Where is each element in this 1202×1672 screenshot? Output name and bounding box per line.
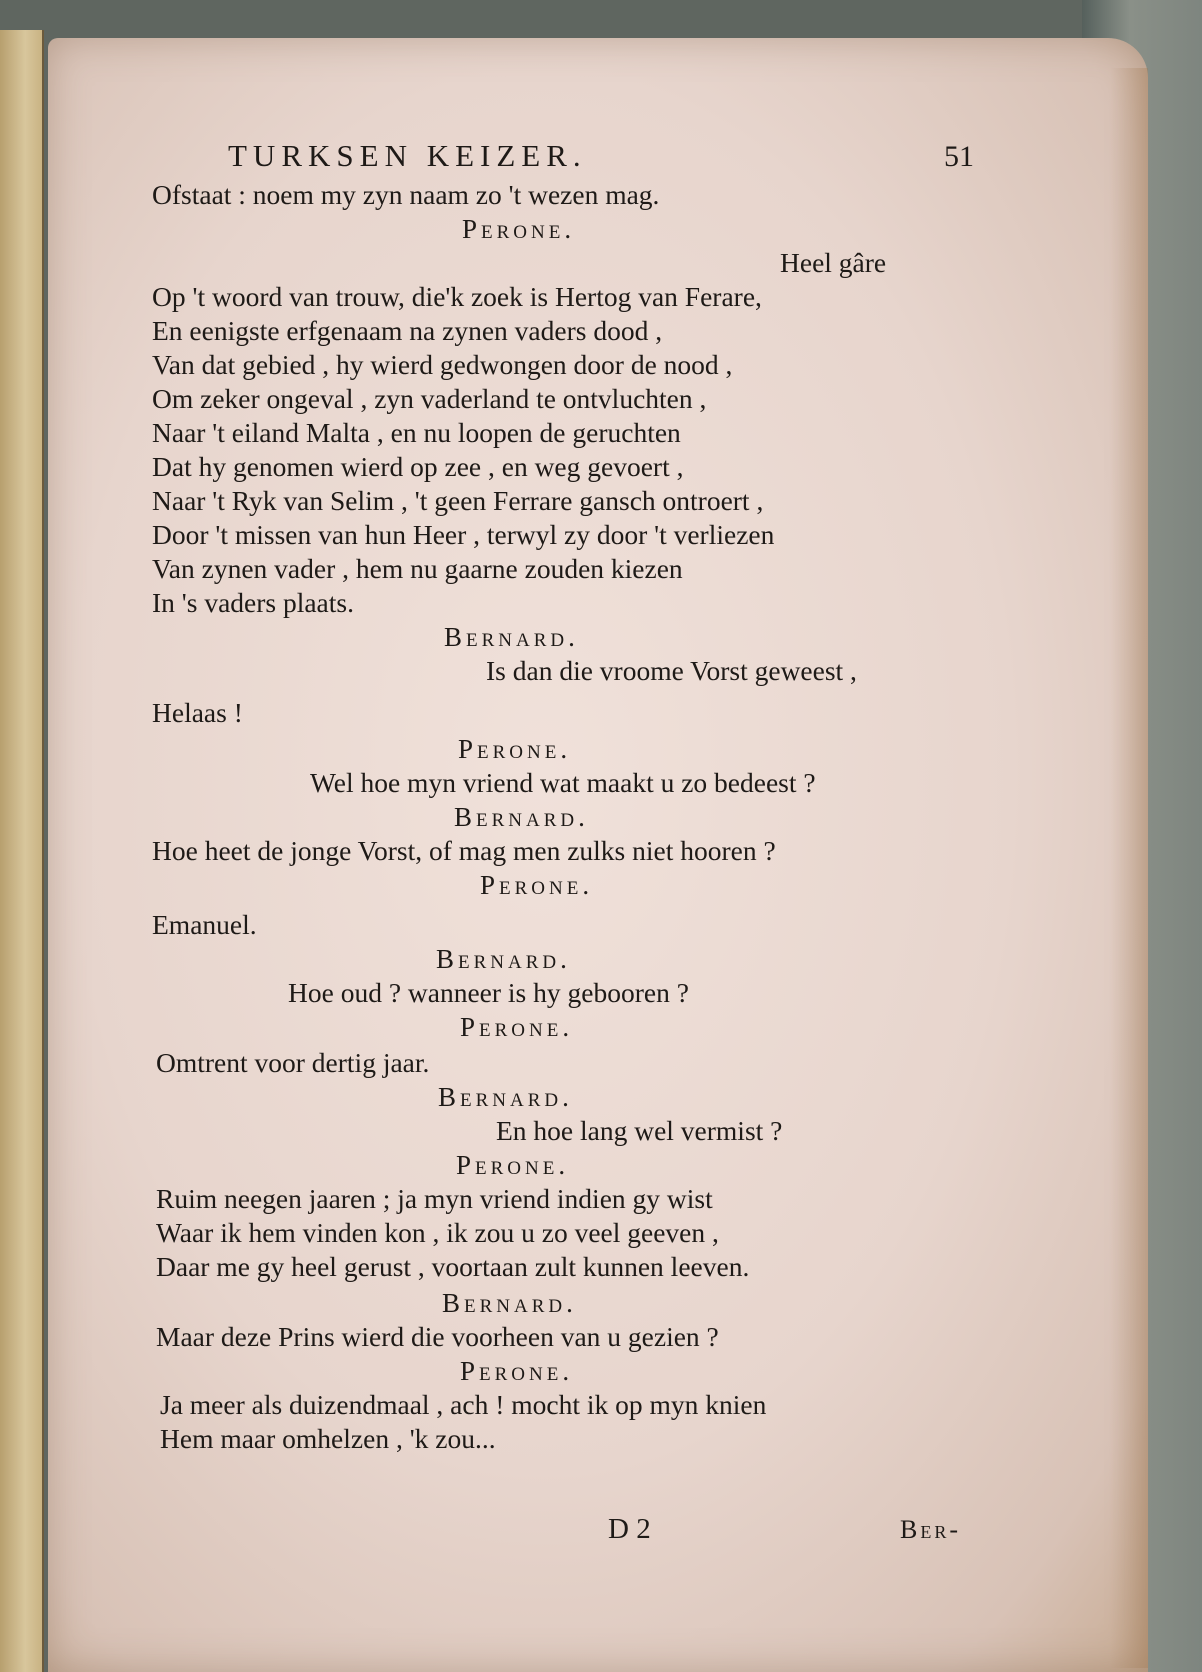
text-line: Om zeker ongeval , zyn vaderland te ontvluchten , xyxy=(152,383,707,414)
text-line: Waar ik hem vinden kon , ik zou u zo veel geeven , xyxy=(156,1217,719,1248)
text-line: Emanuel. xyxy=(152,909,257,940)
speaker-label: Perone. xyxy=(456,1150,570,1180)
text-line: Hoe oud ? wanneer is hy gebooren ? xyxy=(288,977,689,1008)
speaker-label: Bernard. xyxy=(454,802,589,832)
text-line: Door 't missen van hun Heer , terwyl zy door 't verliezen xyxy=(152,519,775,550)
text-line: Naar 't Ryk van Selim , 't geen Ferrare gansch ontroert , xyxy=(152,485,764,516)
page-number: 51 xyxy=(944,140,974,173)
speaker-label: Perone. xyxy=(462,214,576,244)
text-line: Wel hoe myn vriend wat maakt u zo bedeest ? xyxy=(310,767,816,798)
text-line: Naar 't eiland Malta , en nu loopen de geruchten xyxy=(152,417,681,448)
page-edge-shadow xyxy=(1110,68,1148,1668)
text-line: Is dan die vroome Vorst geweest , xyxy=(486,655,857,686)
speaker-label: Perone. xyxy=(458,734,572,764)
text-line: Helaas ! xyxy=(152,697,243,728)
signature-mark: D 2 xyxy=(608,1513,651,1545)
speaker-label: Bernard. xyxy=(438,1082,573,1112)
text-line: Hem maar omhelzen , 'k zou... xyxy=(160,1423,496,1454)
text-line: Ruim neegen jaaren ; ja myn vriend indien gy wist xyxy=(156,1183,713,1214)
speaker-label: Bernard. xyxy=(444,622,579,652)
text-line: Omtrent voor dertig jaar. xyxy=(156,1047,430,1078)
speaker-label: Bernard. xyxy=(436,944,571,974)
text-line: Hoe heet de jonge Vorst, of mag men zulks niet hooren ? xyxy=(152,835,776,866)
text-line: Maar deze Prins wierd die voorheen van u gezien ? xyxy=(156,1321,719,1352)
speaker-label: Perone. xyxy=(480,870,594,900)
speaker-label: Perone. xyxy=(460,1012,574,1042)
text-line: En hoe lang wel vermist ? xyxy=(496,1115,783,1146)
text-line: Van dat gebied , hy wierd gedwongen door de nood , xyxy=(152,349,733,380)
text-line: Ja meer als duizendmaal , ach ! mocht ik op myn knien xyxy=(160,1389,767,1420)
text-line: Dat hy genomen wierd op zee , en weg gevoert , xyxy=(152,451,684,482)
text-line: Ofstaat : noem my zyn naam zo 't wezen mag. xyxy=(152,179,660,210)
text-line: Heel gâre xyxy=(780,247,887,278)
text-line: En eenigste erfgenaam na zynen vaders dood , xyxy=(152,315,663,346)
text-line: In 's vaders plaats. xyxy=(152,587,354,618)
text-line: Daar me gy heel gerust , voortaan zult kunnen leeven. xyxy=(156,1251,750,1282)
running-title: TURKSEN KEIZER. xyxy=(228,138,587,173)
facing-page-edge xyxy=(0,30,44,1672)
speaker-label: Perone. xyxy=(460,1356,574,1386)
speaker-label: Bernard. xyxy=(442,1288,577,1318)
text-line: Op 't woord van trouw, die'k zoek is Hertog van Ferare, xyxy=(152,281,762,312)
text-line: Van zynen vader , hem nu gaarne zouden kiezen xyxy=(152,553,683,584)
catchword: Ber- xyxy=(900,1515,962,1544)
